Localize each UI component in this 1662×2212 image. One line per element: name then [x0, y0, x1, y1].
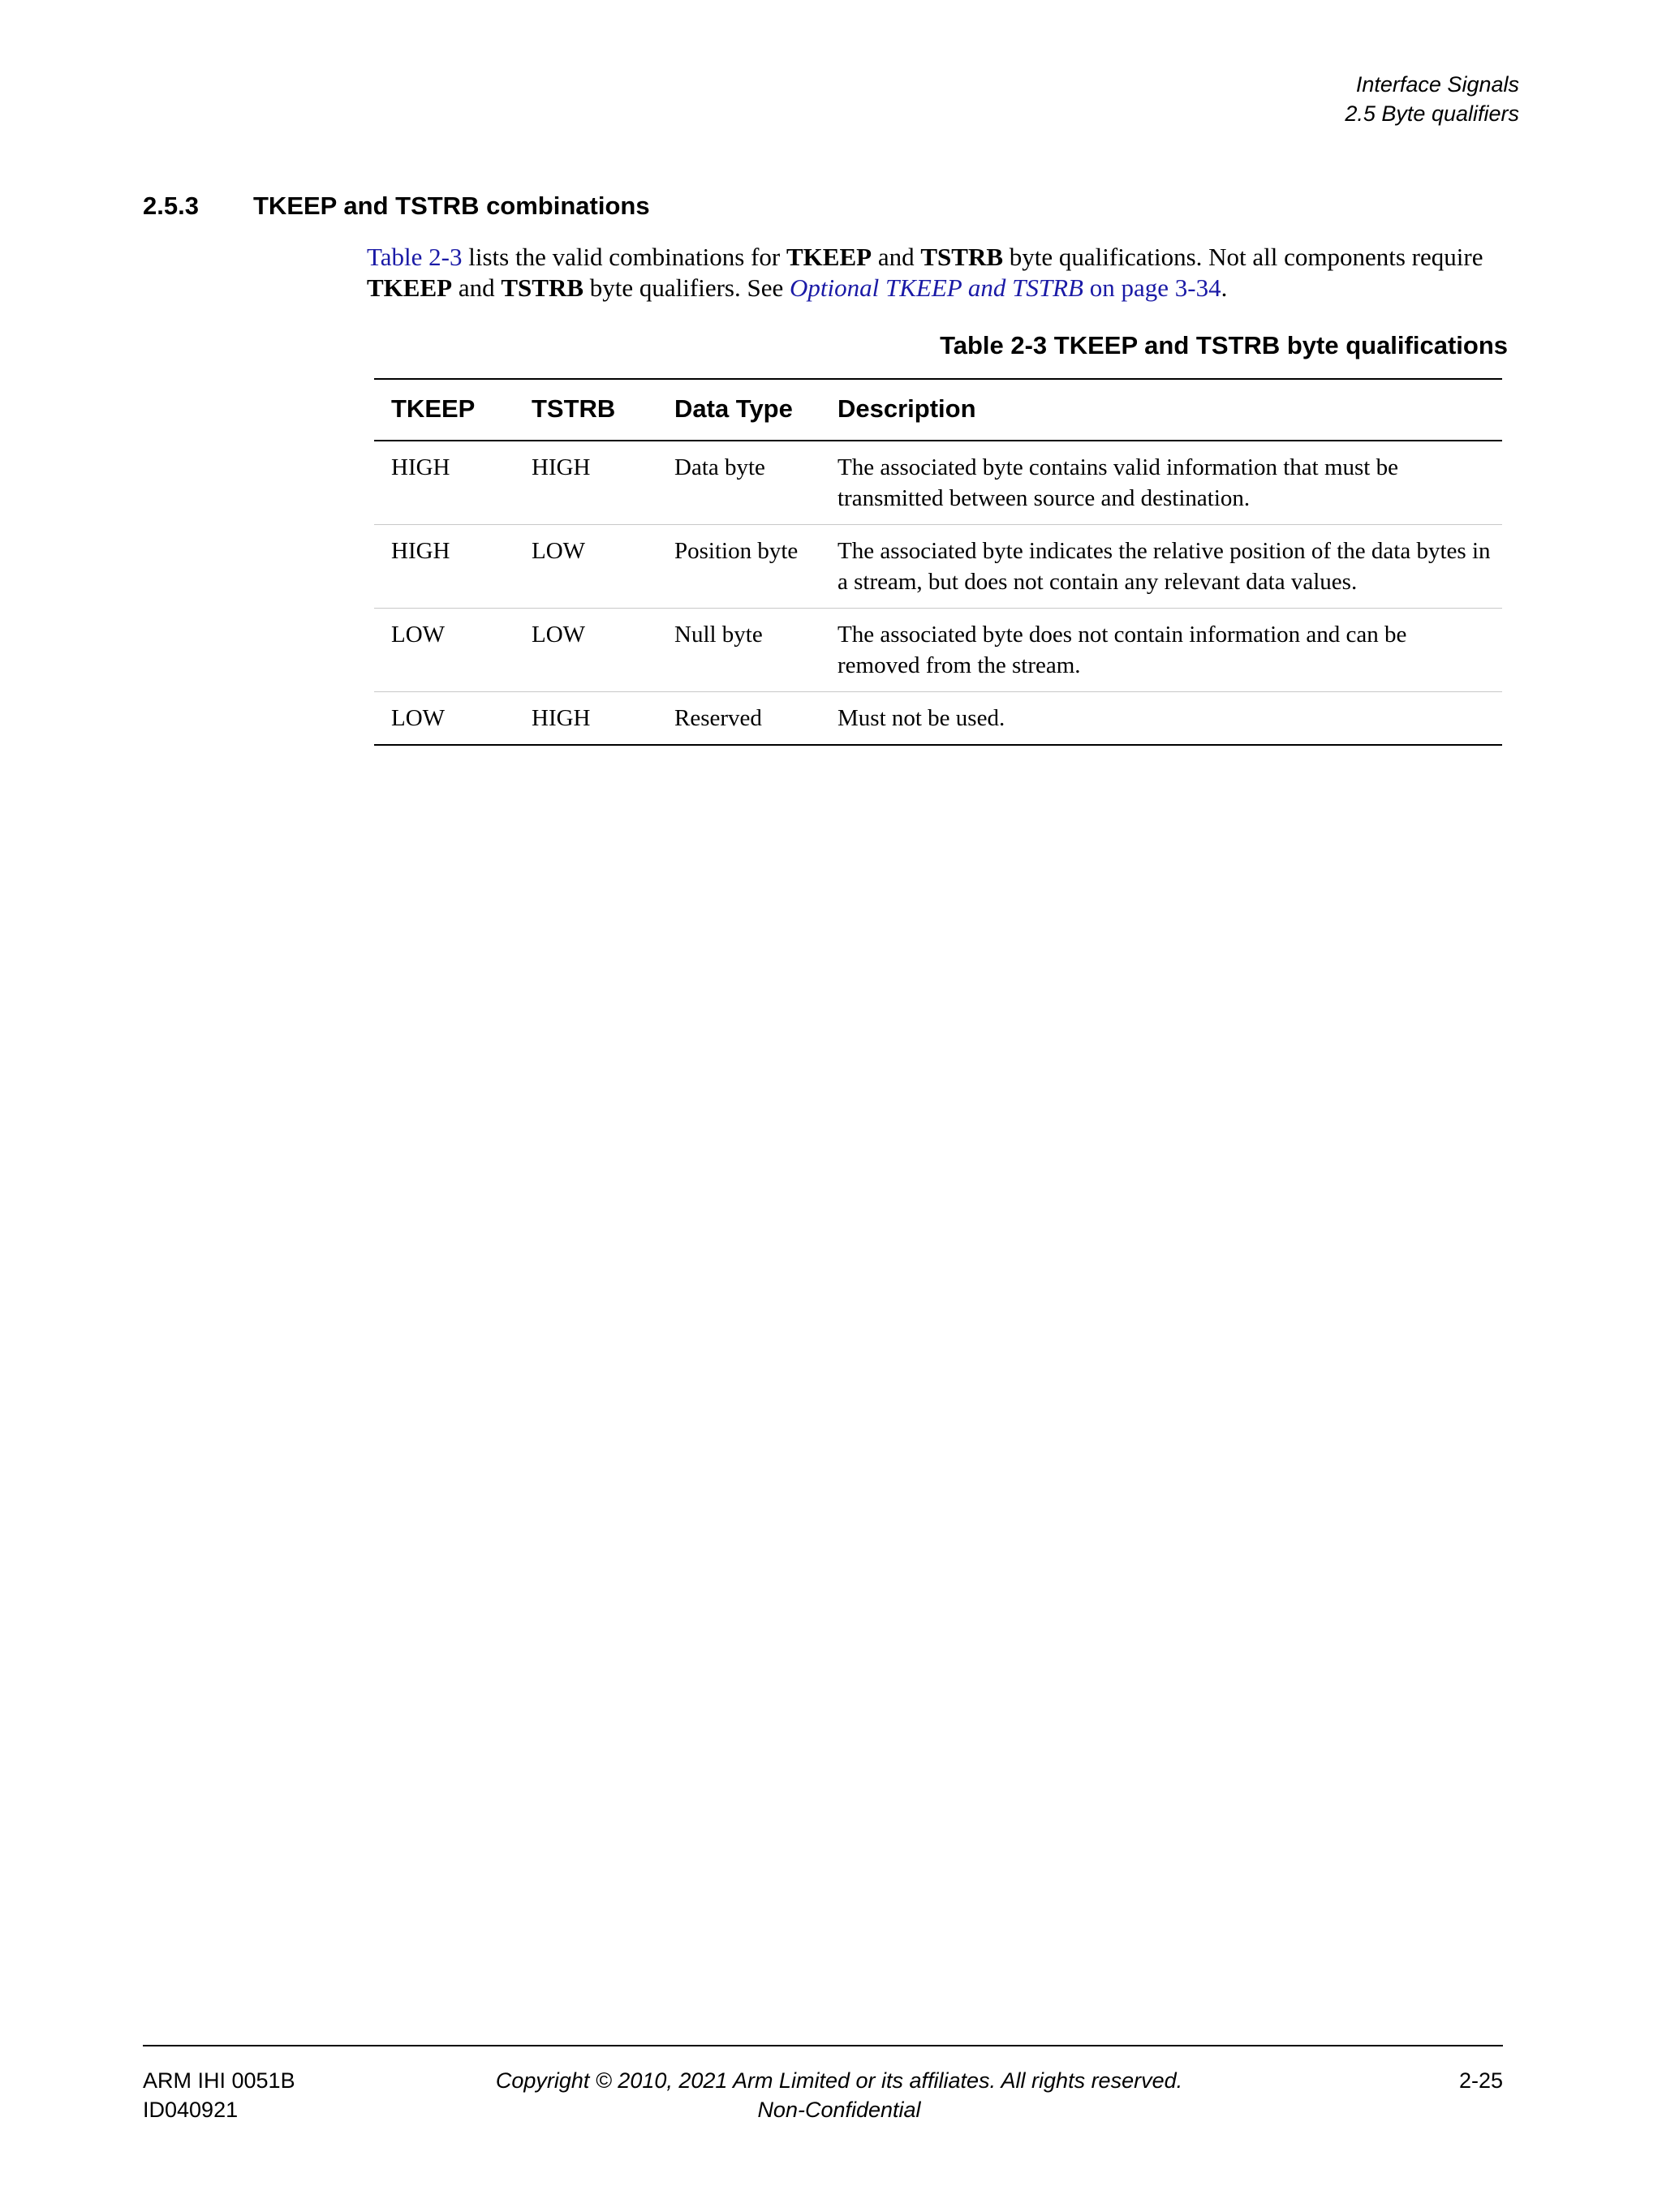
intro-text-3: byte qualifiers. See — [583, 273, 790, 302]
header-tstrb: TSTRB — [515, 379, 657, 441]
footer-copyright-block — [0, 2066, 1662, 2124]
footer-divider — [143, 2045, 1503, 2046]
cell-tstrb: LOW — [515, 525, 657, 609]
intro-paragraph — [367, 242, 1519, 303]
cell-description: The associated byte indicates the relative position of the data bytes in a stream, but does not contain any relevant data values. — [820, 525, 1502, 609]
cell-tkeep: LOW — [374, 692, 515, 746]
intro-text-4: . — [1221, 273, 1228, 302]
cell-tkeep: LOW — [374, 609, 515, 692]
header-section: 2.5 Byte qualifiers — [1345, 101, 1519, 126]
cell-tstrb: HIGH — [515, 692, 657, 746]
optional-section-link[interactable]: Optional TKEEP and TSTRB — [789, 273, 1083, 302]
cell-data-type: Position byte — [657, 525, 820, 609]
header-chapter: Interface Signals — [1355, 72, 1519, 97]
cell-tkeep: HIGH — [374, 441, 515, 525]
footer-copyright: Copyright © 2010, 2021 Arm Limited or its affiliates. All rights reserved. — [495, 2068, 1183, 2093]
section-heading — [143, 192, 650, 221]
table-header-row — [374, 379, 1502, 441]
section-number: 2.5.3 — [143, 192, 199, 220]
page-ref-link[interactable]: on page 3-34 — [1083, 273, 1221, 302]
cell-tkeep: HIGH — [374, 525, 515, 609]
table-row — [374, 441, 1502, 525]
table-row — [374, 692, 1502, 746]
table-row — [374, 525, 1502, 609]
table-row — [374, 609, 1502, 692]
intro-and-2: and — [452, 273, 502, 302]
footer-confidentiality: Non-Confidential — [757, 2098, 921, 2122]
signal-tstrb-2: TSTRB — [501, 273, 584, 302]
cell-description: The associated byte contains valid information that must be transmitted between source and destination. — [820, 441, 1502, 525]
header-description: Description — [820, 379, 1502, 441]
intro-text-1: lists the valid combinations for — [462, 243, 786, 271]
cell-data-type: Null byte — [657, 609, 820, 692]
byte-qualification-table — [374, 378, 1502, 746]
table-caption: Table 2-3 TKEEP and TSTRB byte qualifications — [940, 331, 1508, 359]
footer-doc-id: ARM IHI 0051B — [143, 2068, 295, 2093]
signal-tkeep-2: TKEEP — [367, 273, 453, 302]
section-title: TKEEP and TSTRB combinations — [253, 192, 650, 220]
cell-description: The associated byte does not contain information and can be removed from the stream. — [820, 609, 1502, 692]
cell-tstrb: HIGH — [515, 441, 657, 525]
running-header — [1345, 70, 1519, 128]
footer-page-number: 2-25 — [1458, 2068, 1503, 2093]
footer-doc-rev: ID040921 — [143, 2098, 239, 2122]
cell-data-type: Reserved — [657, 692, 820, 746]
table-ref-link[interactable]: Table 2-3 — [367, 243, 463, 271]
signal-tstrb: TSTRB — [920, 243, 1004, 271]
intro-and-1: and — [872, 243, 921, 271]
cell-data-type: Data byte — [657, 441, 820, 525]
cell-description: Must not be used. — [820, 692, 1502, 746]
intro-text-2: byte qualifications. Not all components require — [1003, 243, 1483, 271]
header-data-type: Data Type — [657, 379, 820, 441]
signal-tkeep: TKEEP — [786, 243, 872, 271]
header-tkeep: TKEEP — [374, 379, 515, 441]
cell-tstrb: LOW — [515, 609, 657, 692]
